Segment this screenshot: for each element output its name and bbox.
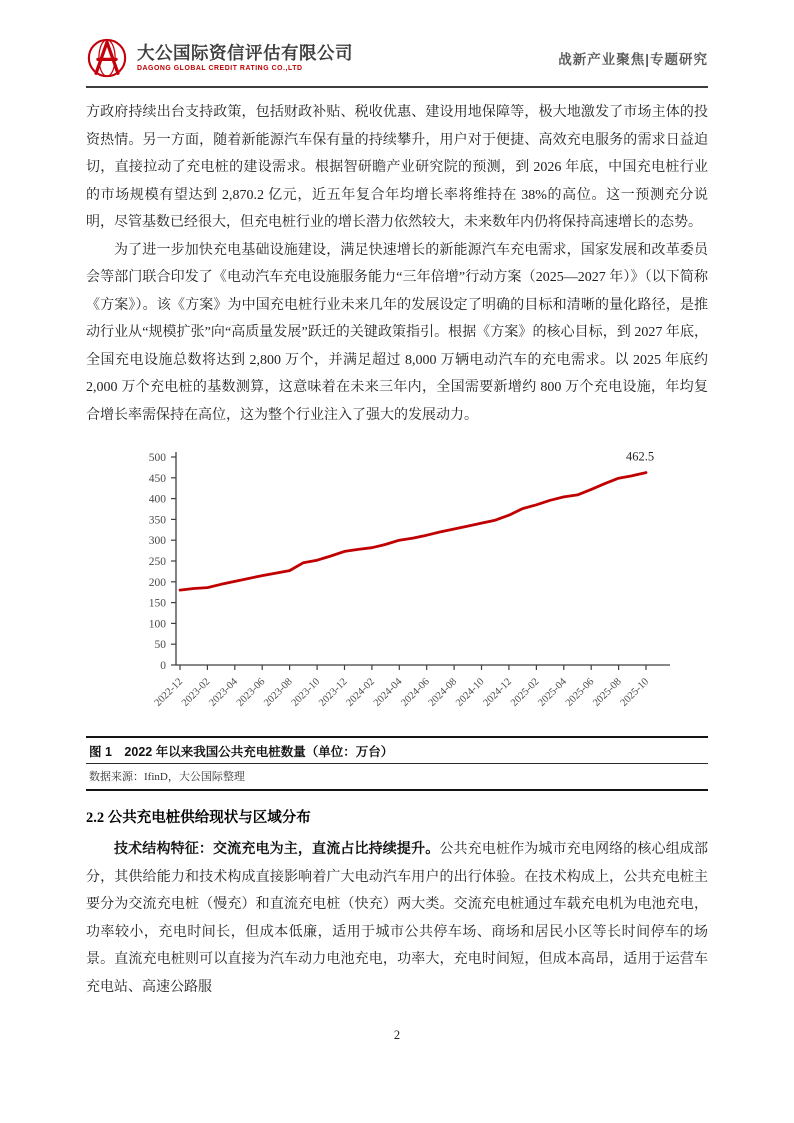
svg-text:2024-02: 2024-02 xyxy=(344,676,378,709)
svg-text:2024-08: 2024-08 xyxy=(426,676,460,709)
svg-text:50: 50 xyxy=(154,639,166,652)
svg-text:2024-06: 2024-06 xyxy=(399,676,432,709)
svg-text:200: 200 xyxy=(148,576,166,589)
svg-text:300: 300 xyxy=(148,535,166,548)
svg-text:2025-02: 2025-02 xyxy=(508,676,542,709)
header-edition-label: 战新产业聚焦|专题研究 xyxy=(558,52,708,67)
paragraph-3-rest: 公共充电桩作为城市充电网络的核心组成部分，其供给能力和技术构成直接影响着广大电动汽车用户的出行体验。在技术构成上，公共充电桩主要分为交流充电桩（慢充）和直流充电桩（快充）两大类。交流充电桩通过车载充电机为电池充电，功率较小，充电时间长，但成本低廉，适用于城市公共停车场、商场和居民小区等长时间停车的场景。直流充电桩则可以直接为汽车动力电池充电，功率大，充电时间短，但成本高昂，适用于运营车充电站、高速公路服 xyxy=(86,842,709,995)
company-name-en: DAGONG GLOBAL CREDIT RATING CO.,LTD xyxy=(137,65,303,73)
paragraph-3 xyxy=(86,836,708,1001)
svg-text:500: 500 xyxy=(148,452,166,464)
company-name-block xyxy=(137,44,353,72)
svg-text:250: 250 xyxy=(148,556,166,568)
document-body xyxy=(86,99,708,1001)
figure-caption: 图 1 2022 年以来我国公共充电桩数量（单位：万台） xyxy=(86,738,708,764)
header-divider xyxy=(86,86,708,88)
page-header xyxy=(86,0,708,79)
svg-text:2025-10: 2025-10 xyxy=(618,676,652,709)
paragraph-1: 方政府持续出台支持政策，包括财政补贴、税收优惠、建设用地保障等，极大地激发了市场主体的投资热情。另一方面，随着新能源汽车保有量的持续攀升，用户对于便捷、高效充电服务的需求日益迫切，直接拉动了充电桩的建设需求。根据智研瞻产业研究院的预测，到 2026 年底，中国充电桩行业的市场规模有望达到 2,870.2 亿元，近五年复合年均增长率将维持在 38%的高位。这一预测充分说明，尽管基数已经很大，但充电桩行业的增长潜力依然较大，未来数年内仍将保持高速增长的态势。 xyxy=(86,105,708,230)
paragraph-3-bold-lead: 技术结构特征：交流充电为主，直流占比持续提升。 xyxy=(114,842,440,857)
svg-text:2023-04: 2023-04 xyxy=(207,676,240,709)
figure-caption-block xyxy=(86,736,708,791)
svg-text:2023-10: 2023-10 xyxy=(289,676,323,709)
svg-text:2024-12: 2024-12 xyxy=(481,676,515,709)
figure-1 xyxy=(86,441,708,791)
svg-text:400: 400 xyxy=(148,493,166,506)
last-point-label: 462.5 xyxy=(625,449,655,464)
svg-text:350: 350 xyxy=(148,514,166,527)
company-logo xyxy=(86,37,353,79)
svg-text:150: 150 xyxy=(148,597,166,610)
svg-text:2025-08: 2025-08 xyxy=(591,676,624,709)
svg-text:2024-04: 2024-04 xyxy=(371,676,405,709)
svg-text:2025-06: 2025-06 xyxy=(563,676,597,709)
dagong-emblem-icon xyxy=(86,37,128,79)
figure-source: 数据来源：IfinD，大公国际整理 xyxy=(89,771,245,783)
line-chart-svg xyxy=(94,441,714,729)
page-number: 2 xyxy=(393,1028,401,1042)
svg-text:2025-04: 2025-04 xyxy=(536,676,569,709)
svg-text:2023-06: 2023-06 xyxy=(234,676,268,709)
svg-text:2022-12: 2022-12 xyxy=(152,676,186,709)
section-heading-2-2: 2.2 公共充电桩供给现状与区域分布 xyxy=(86,810,311,826)
svg-text:100: 100 xyxy=(148,618,166,631)
svg-text:2023-12: 2023-12 xyxy=(317,676,350,709)
svg-text:0: 0 xyxy=(160,660,166,672)
svg-text:450: 450 xyxy=(148,472,166,485)
svg-text:2023-02: 2023-02 xyxy=(179,676,213,709)
company-name-cn: 大公国际资信评估有限公司 xyxy=(137,42,353,63)
paragraph-2: 为了进一步加快充电基础设施建设，满足快速增长的新能源汽车充电需求，国家发展和改革委员会等部门联合印发了《电动汽车充电设施服务能力“三年倍增”行动方案（2025—2027 年）》（以下简称《方案》）。该《方案》为中国充电桩行业未来几年的发展设定了明确的目标和清晰的量化路径，是推动行业从“规模扩张”向“高质量发展”跃迁的关键政策指引。根据《方案》的核心目标，到 2027 年底，全国充电设施总数将达到 2,800 万个，并满足超过 8,000 万辆电动汽车的充电需求。以 2025 年底约 2,000 万个充电桩的基数测算，这意味着在未来三年内，全国需要新增约 800 万个充电设施，年均复合增长率需保持在高位，这为整个行业注入了强大的发展动力。 xyxy=(86,242,708,423)
svg-text:2023-08: 2023-08 xyxy=(262,676,295,709)
svg-text:2024-10: 2024-10 xyxy=(454,676,487,709)
public-charging-pile-line-chart xyxy=(94,441,708,734)
